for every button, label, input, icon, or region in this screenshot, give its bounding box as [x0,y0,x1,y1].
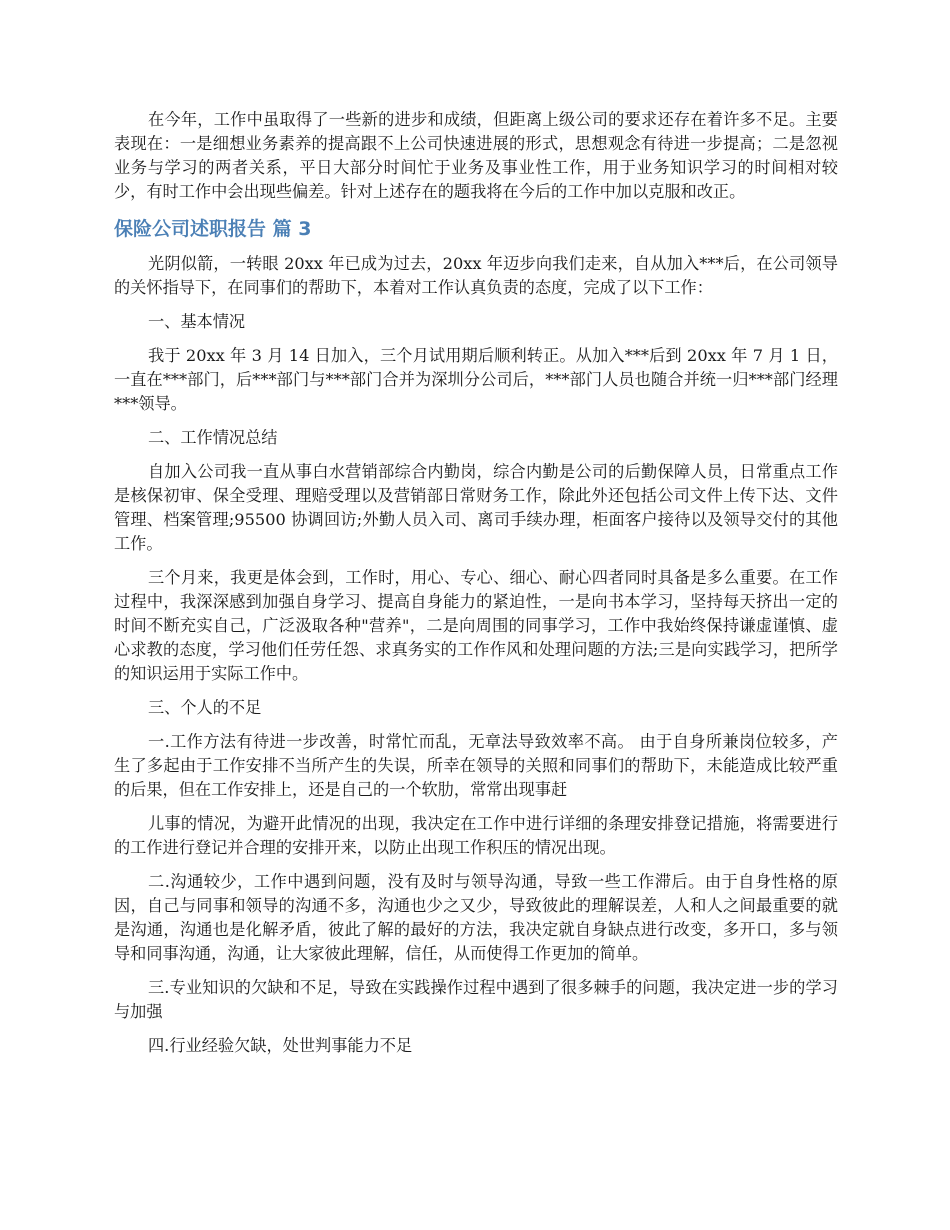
subheading-basic-info: 一、基本情况 [148,312,246,331]
paragraph-shortcoming-1-cont: 儿事的情况，为避开此情况的出现，我决定在工作中进行详细的条理安排登记措施，将需要进行的工作进行登记并合理的安排开来，以防止出现工作积压的情况出现。 [114,814,838,857]
paragraph-shortcoming-4: 四.行业经验欠缺，处世判事能力不足 [148,1036,413,1055]
paragraph-opening: 光阴似箭，一转眼 20xx 年已成为过去，20xx 年迈步向我们走来，自从加入***后，在公司领导的关怀指导下，在同事们的帮助下，本着对工作认真负责的态度，完成了以下工作： [114,254,838,297]
subheading-work-summary: 二、工作情况总结 [148,428,278,447]
intro-paragraph: 在今年，工作中虽取得了一些新的进步和成绩，但距离上级公司的要求还存在着许多不足。主要表现在：一是细想业务素养的提高跟不上公司快速进展的形式，思想观念有待进一步提高；二是忽视业务与学习的两者关系，平日大部分时间忙于业务及事业性工作，用于业务知识学习的时间相对较少，有时工作中会出现些偏差。针对上述存在的题我将在今后的工作中加以克服和改正。 [114,110,838,201]
section-title: 保险公司述职报告 篇 3 [114,218,312,240]
paragraph-shortcoming-1: 一.工作方法有待进一步改善，时常忙而乱，无章法导致效率不高。 由于自身所兼岗位较多，产生了多起由于工作安排不当所产生的失误，所幸在领导的关照和同事们的帮助下，未能造成比较严重的后果，但在工作安排上，还是自己的一个软肋，常常出现事赶 [114,732,838,799]
subheading-shortcomings: 三、个人的不足 [148,698,262,717]
paragraph-basic-info: 我于 20xx 年 3 月 14 日加入，三个月试用期后顺利转正。从加入***后到 20xx 年 7 月 1 日，一直在***部门，后***部门与***部门合并为深圳分公司后，***部门人员也随合并统一归***部门经理***领导。 [114,346,838,413]
paragraph-work-reflection: 三个月来，我更是体会到，工作时，用心、专心、细心、耐心四者同时具备是多么重要。在工作过程中，我深深感到加强自身学习、提高自身能力的紧迫性，一是向书本学习，坚持每天挤出一定的时间不断充实自己，广泛汲取各种"营养"，二是向周围的同事学习，工作中我始终保持谦虚谨慎、虚心求教的态度，学习他们任劳任怨、求真务实的工作作风和处理问题的方法;三是向实践学习，把所学的知识运用于实际工作中。 [114,568,838,683]
document-page [114,108,838,1068]
paragraph-shortcoming-2: 二.沟通较少，工作中遇到问题，没有及时与领导沟通，导致一些工作滞后。由于自身性格的原因，自己与同事和领导的沟通不多，沟通也少之又少，导致彼此的理解误差，人和人之间最重要的就是沟通，沟通也是化解矛盾，彼此了解的最好的方法，我决定就自身缺点进行改变，多开口，多与领导和同事沟通，沟通，让大家彼此理解，信任，从而使得工作更加的简单。 [114,872,838,963]
paragraph-work-duties: 自加入公司我一直从事白水营销部综合内勤岗，综合内勤是公司的后勤保障人员，日常重点工作是核保初审、保全受理、理赔受理以及营销部日常财务工作，除此外还包括公司文件上传下达、文件管理、档案管理;95500 协调回访;外勤人员入司、离司手续办理，柜面客户接待以及领导交付的其他工作。 [114,462,838,553]
paragraph-shortcoming-3: 三.专业知识的欠缺和不足，导致在实践操作过程中遇到了很多棘手的问题，我决定进一步的学习与加强 [114,978,838,1021]
